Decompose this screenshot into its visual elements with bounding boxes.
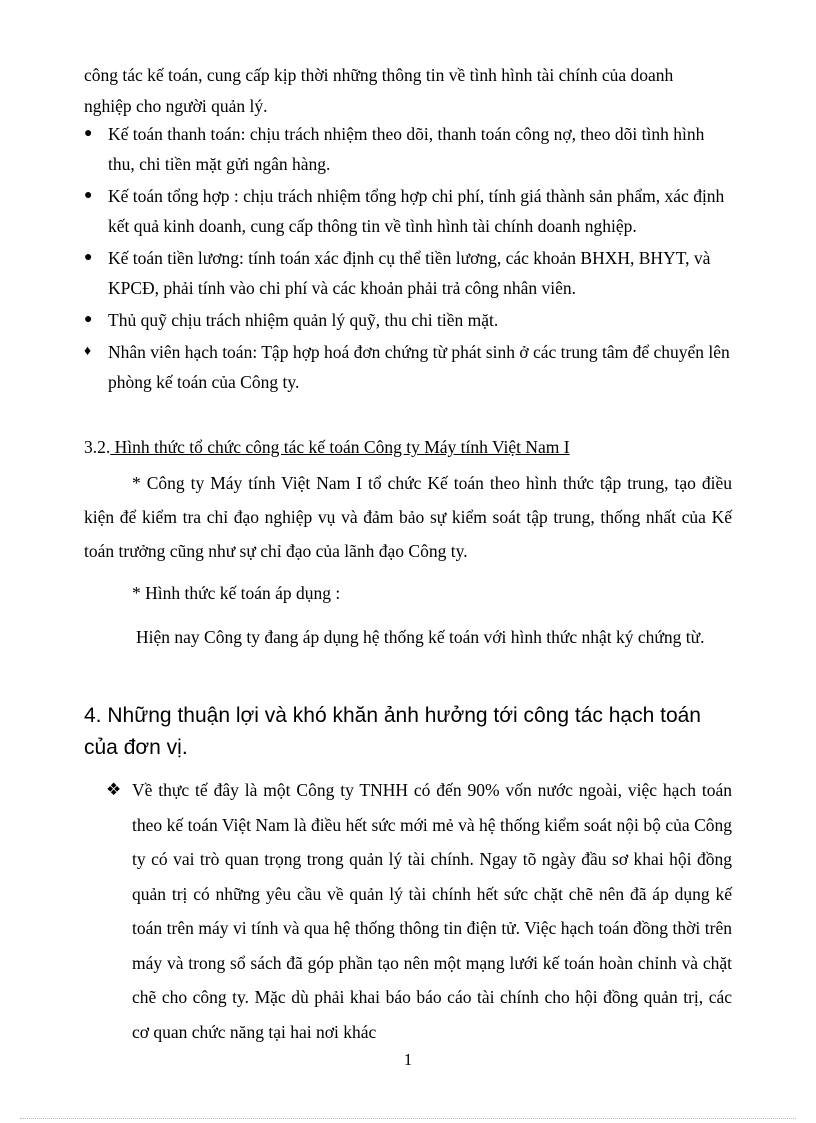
bullet-dot-icon: ●	[84, 312, 93, 327]
section-4-heading: 4. Những thuận lợi và khó khăn ảnh hưởng tới công tác hạch toán của đơn vị.	[84, 704, 701, 759]
section-number: 3.2.	[84, 437, 111, 457]
section-3-2-heading	[84, 432, 570, 462]
list-item-text: Kế toán thanh toán: chịu trách nhiệm theo dõi, thanh toán công nợ, theo dõi tình hình thu, chi tiền mặt gửi ngân hàng.	[108, 124, 705, 174]
intro-line-1: công tác kế toán, cung cấp kịp thời những thông tin về tình hình tài chính của doanh	[84, 65, 674, 85]
list-item-text: Kế toán tổng hợp : chịu trách nhiệm tổng hợp chi phí, tính giá thành sản phẩm, xác định kết quả kinh doanh, cung cấp thông tin về tình hình tài chính doanh nghiệp.	[108, 186, 725, 236]
list-item	[84, 119, 734, 179]
page-number: 1	[403, 1050, 413, 1069]
section-3-2-paragraph-1: * Công ty Máy tính Việt Nam I tổ chức Kế toán theo hình thức tập trung, tạo điều kiện để kiểm tra chỉ đạo nghiệp vụ và đảm bảo sự kiểm soát tập trung, thống nhất của Kế toán trưởng cũng như sự chỉ đạo của lãnh đạo Công ty.	[84, 473, 732, 561]
list-item-text: Kế toán tiền lương: tính toán xác định cụ thể tiền lương, các khoản BHXH, BHYT, và KPCĐ, phải tính vào chi phí và các khoản phải trả công nhân viên.	[108, 248, 711, 298]
diamond-star-icon: ❖	[106, 780, 122, 799]
bullet-diamond-icon: ♦	[84, 344, 92, 359]
list-item-text: Nhân viên hạch toán: Tập hợp hoá đơn chứng từ phát sinh ở các trung tâm để chuyển lên phòng kế toán của Công ty.	[108, 342, 730, 392]
section-4-paragraph	[84, 773, 732, 1049]
footer-divider	[20, 1118, 796, 1119]
section-3-2-paragraph-2: * Hình thức kế toán áp dụng :	[132, 583, 341, 603]
intro-line-2: nghiệp cho người quản lý.	[84, 96, 268, 116]
list-item	[84, 305, 734, 335]
bullet-dot-icon: ●	[84, 188, 93, 203]
section-3-2-paragraph-3: Hiện nay Công ty đang áp dụng hệ thống kế toán với hình thức nhật ký chứng từ.	[136, 627, 705, 647]
list-item	[84, 243, 734, 303]
list-item	[84, 181, 734, 241]
bullet-dot-icon: ●	[84, 250, 93, 265]
section-title: Hình thức tổ chức công tác kế toán Công ty Máy tính Việt Nam I	[110, 437, 570, 457]
list-item-text: Thủ quỹ chịu trách nhiệm quản lý quỹ, thu chi tiền mặt.	[108, 310, 499, 330]
section-4-paragraph-text: Về thực tế đây là một Công ty TNHH có đến 90% vốn nước ngoài, việc hạch toán theo kế toán Việt Nam là điều hết sức mới mẻ và hệ thống kiểm soát nội bộ của Công ty có vai trò quan trọng trong quản lý tài chính. Ngay tõ ngày đầu sơ khai hội đồng quản trị có những yêu cầu về quản lý tài chính hết sức chặt chẽ nên đã áp dụng kế toán trên máy vi tính và qua hệ thống thông tin điện tử. Việc hạch toán đồng thời trên máy và trong sổ sách đã góp phần tạo nên một mạng lưới kế toán hoàn chỉnh và chặt chẽ cho công ty. Mặc dù phải khai báo báo cáo tài chính cho hội đồng quản trị, các cơ quan chức năng tại hai nơi khác	[132, 780, 732, 1042]
responsibility-list	[84, 119, 734, 397]
bullet-dot-icon: ●	[84, 126, 93, 141]
list-item	[84, 337, 734, 397]
